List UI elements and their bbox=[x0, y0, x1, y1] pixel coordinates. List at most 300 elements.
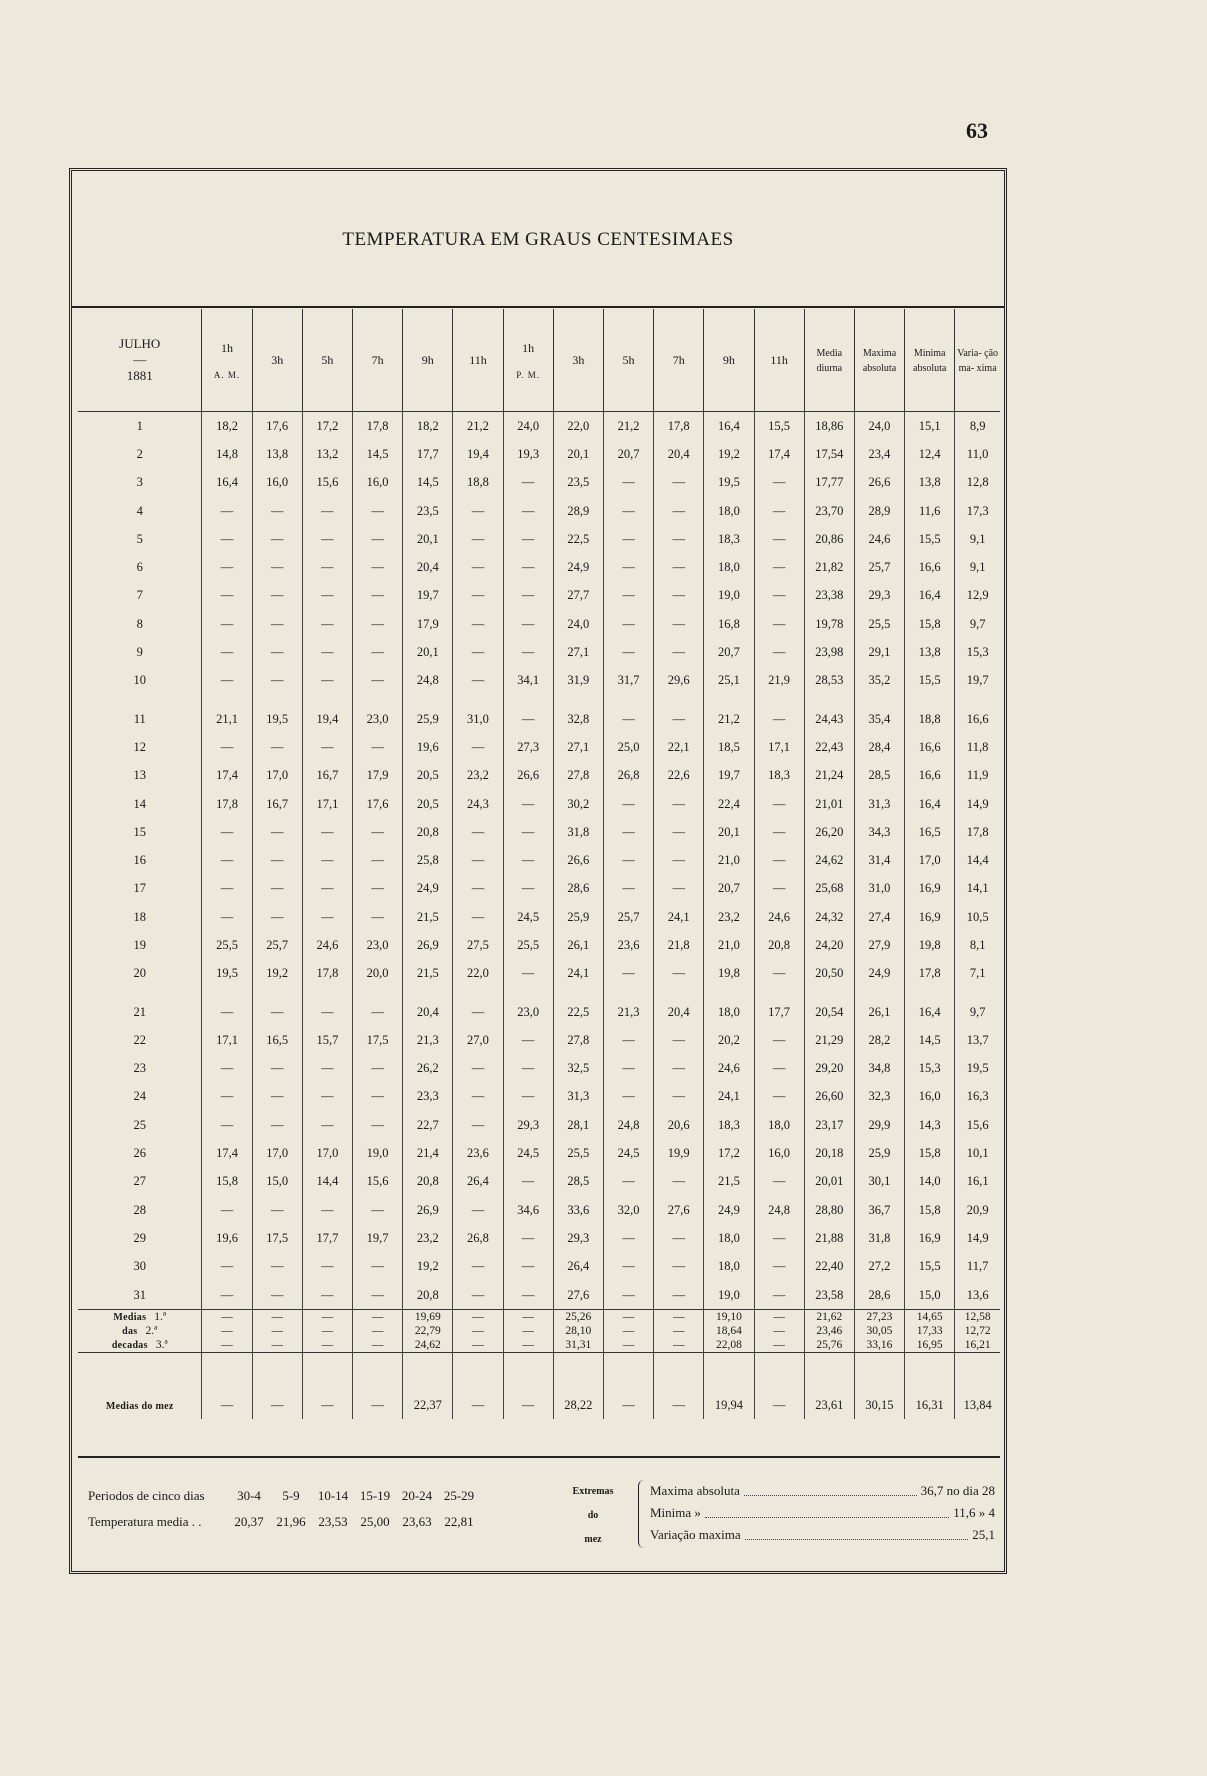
value-cell: 22,7 bbox=[403, 1111, 453, 1139]
value-cell: — bbox=[654, 638, 704, 666]
value-cell: 23,98 bbox=[804, 638, 854, 666]
value-cell: 16,3 bbox=[955, 1083, 1000, 1111]
table-row bbox=[78, 931, 1000, 959]
value-cell: 20,1 bbox=[403, 525, 453, 553]
value-cell: 30,05 bbox=[854, 1324, 904, 1338]
value-cell: 24,9 bbox=[854, 960, 904, 988]
value-cell: 28,9 bbox=[854, 497, 904, 525]
value-cell: 16,7 bbox=[302, 762, 352, 790]
value-cell: 26,6 bbox=[854, 469, 904, 497]
value-cell: 20,8 bbox=[754, 931, 804, 959]
table-row bbox=[78, 553, 1000, 581]
value-cell: 17,9 bbox=[353, 762, 403, 790]
variacao-maxima-header: Varia- ção ma- xima bbox=[955, 309, 1000, 412]
value-cell: 17,8 bbox=[353, 412, 403, 441]
value-cell: 34,3 bbox=[854, 818, 904, 846]
value-cell: — bbox=[202, 582, 252, 610]
value-cell: 20,7 bbox=[704, 875, 754, 903]
value-cell: 19,0 bbox=[353, 1139, 403, 1167]
value-cell: — bbox=[353, 875, 403, 903]
value-cell: 16,1 bbox=[955, 1168, 1000, 1196]
value-cell: 7,1 bbox=[955, 960, 1000, 988]
value-cell: — bbox=[603, 638, 653, 666]
value-cell: — bbox=[654, 525, 704, 553]
value-cell: — bbox=[603, 1338, 653, 1353]
value-cell: — bbox=[603, 553, 653, 581]
extremas-label: Extremas do mez bbox=[572, 1486, 614, 1545]
value-cell: 24,9 bbox=[553, 553, 603, 581]
value-cell: — bbox=[252, 1196, 302, 1224]
value-cell: — bbox=[754, 1338, 804, 1353]
value-cell: 21,1 bbox=[202, 695, 252, 733]
value-cell: — bbox=[302, 988, 352, 1026]
value-cell: 11,9 bbox=[955, 762, 1000, 790]
value-cell: 17,2 bbox=[302, 412, 352, 441]
value-cell: 24,8 bbox=[603, 1111, 653, 1139]
value-cell: 22,5 bbox=[553, 988, 603, 1026]
value-cell: 27,8 bbox=[553, 1026, 603, 1054]
value-cell: 26,4 bbox=[553, 1253, 603, 1281]
value-cell: 24,43 bbox=[804, 695, 854, 733]
table-row bbox=[78, 638, 1000, 666]
value-cell: 22,5 bbox=[553, 525, 603, 553]
value-cell: 24,0 bbox=[553, 610, 603, 638]
value-cell: 27,8 bbox=[553, 762, 603, 790]
value-cell: 35,4 bbox=[854, 695, 904, 733]
value-cell: 22,1 bbox=[654, 733, 704, 761]
value-cell: 17,8 bbox=[654, 412, 704, 441]
value-cell: — bbox=[202, 610, 252, 638]
value-cell: — bbox=[754, 1168, 804, 1196]
value-cell: 20,4 bbox=[403, 553, 453, 581]
value-cell: 28,80 bbox=[804, 1196, 854, 1224]
value-cell: — bbox=[252, 988, 302, 1026]
value-cell: 19,8 bbox=[905, 931, 955, 959]
hour-header bbox=[553, 309, 603, 412]
table-row bbox=[78, 875, 1000, 903]
value-cell: 23,58 bbox=[804, 1281, 854, 1310]
value-cell: 16,95 bbox=[905, 1338, 955, 1353]
value-cell: 16,31 bbox=[905, 1353, 955, 1420]
value-cell: 33,16 bbox=[854, 1338, 904, 1353]
value-cell: 26,20 bbox=[804, 818, 854, 846]
value-cell: 35,2 bbox=[854, 667, 904, 695]
day-cell: 4 bbox=[136, 503, 143, 518]
day-cell: 5 bbox=[136, 531, 143, 546]
day-cell: 17 bbox=[133, 881, 146, 896]
table-frame bbox=[69, 168, 1007, 1574]
value-cell: — bbox=[654, 846, 704, 874]
value-cell: — bbox=[754, 553, 804, 581]
value-cell: 15,5 bbox=[905, 525, 955, 553]
value-cell: 28,4 bbox=[854, 733, 904, 761]
value-cell: 23,2 bbox=[453, 762, 503, 790]
value-cell: — bbox=[453, 553, 503, 581]
value-cell: — bbox=[252, 733, 302, 761]
value-cell: — bbox=[503, 1253, 553, 1281]
value-cell: — bbox=[654, 1083, 704, 1111]
value-cell: — bbox=[252, 1111, 302, 1139]
value-cell: — bbox=[603, 790, 653, 818]
value-cell: 22,79 bbox=[403, 1324, 453, 1338]
value-cell: 20,50 bbox=[804, 960, 854, 988]
value-cell: 29,3 bbox=[854, 582, 904, 610]
value-cell: — bbox=[202, 525, 252, 553]
value-cell: 17,8 bbox=[955, 818, 1000, 846]
value-cell: 23,5 bbox=[553, 469, 603, 497]
value-cell: 25,5 bbox=[553, 1139, 603, 1167]
value-cell: 24,8 bbox=[754, 1196, 804, 1224]
value-cell: — bbox=[202, 497, 252, 525]
value-cell: 17,9 bbox=[403, 610, 453, 638]
decade-number: 3.ª bbox=[155, 1339, 168, 1352]
temp-value: 23,53 bbox=[318, 1514, 348, 1529]
value-cell: — bbox=[252, 1310, 302, 1325]
value-cell: 16,5 bbox=[252, 1026, 302, 1054]
day-cell: 13 bbox=[133, 768, 146, 783]
value-cell: 17,7 bbox=[754, 988, 804, 1026]
value-cell: — bbox=[503, 1310, 553, 1325]
value-cell: — bbox=[353, 1281, 403, 1310]
value-cell: 16,21 bbox=[955, 1338, 1000, 1353]
value-cell: — bbox=[302, 1353, 352, 1420]
value-cell: 16,9 bbox=[905, 903, 955, 931]
table-row bbox=[78, 525, 1000, 553]
value-cell: — bbox=[302, 610, 352, 638]
day-cell: 18 bbox=[133, 909, 146, 924]
year-label: 1881 bbox=[126, 368, 153, 383]
value-cell: — bbox=[252, 553, 302, 581]
value-cell: — bbox=[353, 638, 403, 666]
value-cell: 15,3 bbox=[905, 1055, 955, 1083]
value-cell: 21,8 bbox=[654, 931, 704, 959]
value-cell: — bbox=[302, 1111, 352, 1139]
value-cell: — bbox=[503, 1353, 553, 1420]
value-cell: — bbox=[754, 1055, 804, 1083]
value-cell: 21,29 bbox=[804, 1026, 854, 1054]
value-cell: 31,8 bbox=[854, 1224, 904, 1252]
hour-label: 7h bbox=[672, 352, 685, 367]
value-cell: — bbox=[252, 875, 302, 903]
day-cell: 22 bbox=[133, 1032, 146, 1047]
hour-header bbox=[453, 309, 503, 412]
value-cell: 23,5 bbox=[403, 497, 453, 525]
value-cell: 28,2 bbox=[854, 1026, 904, 1054]
value-cell: — bbox=[754, 695, 804, 733]
day-cell: 11 bbox=[133, 711, 146, 726]
value-cell: 32,0 bbox=[603, 1196, 653, 1224]
value-cell: — bbox=[503, 469, 553, 497]
value-cell: 21,3 bbox=[403, 1026, 453, 1054]
value-cell: 31,3 bbox=[553, 1083, 603, 1111]
day-cell: 21 bbox=[133, 1004, 146, 1019]
value-cell: — bbox=[353, 553, 403, 581]
value-cell: 27,1 bbox=[553, 733, 603, 761]
value-cell: — bbox=[654, 960, 704, 988]
value-cell: 17,6 bbox=[353, 790, 403, 818]
value-cell: 14,0 bbox=[905, 1168, 955, 1196]
value-cell: 18,0 bbox=[704, 1253, 754, 1281]
value-cell: 17,3 bbox=[955, 497, 1000, 525]
value-cell: — bbox=[202, 875, 252, 903]
value-cell: — bbox=[302, 1253, 352, 1281]
value-cell: 16,4 bbox=[905, 790, 955, 818]
value-cell: 31,3 bbox=[854, 790, 904, 818]
table-row bbox=[78, 497, 1000, 525]
value-cell: 13,8 bbox=[905, 469, 955, 497]
value-cell: 18,0 bbox=[704, 553, 754, 581]
value-cell: 32,3 bbox=[854, 1083, 904, 1111]
value-cell: 17,0 bbox=[905, 846, 955, 874]
value-cell: 16,9 bbox=[905, 875, 955, 903]
value-cell: 19,9 bbox=[654, 1139, 704, 1167]
period-value: 30-4 bbox=[237, 1488, 261, 1503]
maxima-absoluta-header: Maxima absoluta bbox=[854, 309, 904, 412]
day-cell: 8 bbox=[136, 616, 143, 631]
value-cell: 19,7 bbox=[955, 667, 1000, 695]
value-cell: — bbox=[353, 733, 403, 761]
value-cell: 17,33 bbox=[905, 1324, 955, 1338]
value-cell: 19,2 bbox=[252, 960, 302, 988]
value-cell: — bbox=[654, 790, 704, 818]
value-cell: 25,68 bbox=[804, 875, 854, 903]
value-cell: 24,6 bbox=[754, 903, 804, 931]
value-cell: — bbox=[503, 695, 553, 733]
value-cell: 26,1 bbox=[854, 988, 904, 1026]
value-cell: 31,31 bbox=[553, 1338, 603, 1353]
value-cell: 20,8 bbox=[403, 1168, 453, 1196]
value-cell: 17,54 bbox=[804, 440, 854, 468]
table-row bbox=[78, 1139, 1000, 1167]
value-cell: 21,2 bbox=[453, 412, 503, 441]
periods-label: Periodos de cinco dias bbox=[88, 1488, 205, 1503]
value-cell: — bbox=[202, 988, 252, 1026]
value-cell: 16,4 bbox=[704, 412, 754, 441]
hour-label: 9h bbox=[722, 352, 735, 367]
value-cell: — bbox=[603, 525, 653, 553]
value-cell: — bbox=[252, 818, 302, 846]
value-cell: — bbox=[453, 497, 503, 525]
value-cell: 13,84 bbox=[955, 1353, 1000, 1420]
value-cell: 26,8 bbox=[453, 1224, 503, 1252]
value-cell: — bbox=[654, 875, 704, 903]
value-cell: — bbox=[603, 846, 653, 874]
value-cell: — bbox=[603, 582, 653, 610]
value-cell: — bbox=[654, 695, 704, 733]
value-cell: — bbox=[252, 1353, 302, 1420]
value-cell: 12,9 bbox=[955, 582, 1000, 610]
value-cell: — bbox=[202, 638, 252, 666]
hour-header bbox=[252, 309, 302, 412]
value-cell: 10,1 bbox=[955, 1139, 1000, 1167]
header-row bbox=[78, 309, 1000, 412]
value-cell: 21,88 bbox=[804, 1224, 854, 1252]
value-cell: — bbox=[453, 1324, 503, 1338]
value-cell: 25,5 bbox=[202, 931, 252, 959]
value-cell: — bbox=[353, 1111, 403, 1139]
temp-media-values bbox=[228, 1514, 480, 1530]
day-cell: 10 bbox=[133, 673, 146, 688]
value-cell: 17,8 bbox=[302, 960, 352, 988]
value-cell: 16,6 bbox=[955, 695, 1000, 733]
value-cell: — bbox=[353, 525, 403, 553]
value-cell: 23,17 bbox=[804, 1111, 854, 1139]
value-cell: 32,5 bbox=[553, 1055, 603, 1083]
month-mean-row bbox=[78, 1353, 1000, 1420]
value-cell: — bbox=[202, 667, 252, 695]
value-cell: 16,7 bbox=[252, 790, 302, 818]
value-cell: 33,6 bbox=[553, 1196, 603, 1224]
value-cell: — bbox=[654, 1026, 704, 1054]
value-cell: 27,4 bbox=[854, 903, 904, 931]
value-cell: 17,4 bbox=[202, 1139, 252, 1167]
value-cell: 24,8 bbox=[403, 667, 453, 695]
value-cell: — bbox=[503, 1281, 553, 1310]
value-cell: — bbox=[353, 610, 403, 638]
value-cell: 22,4 bbox=[704, 790, 754, 818]
temp-value: 20,37 bbox=[234, 1514, 264, 1529]
value-cell: — bbox=[453, 903, 503, 931]
value-cell: 14,5 bbox=[353, 440, 403, 468]
value-cell: — bbox=[503, 818, 553, 846]
value-cell: — bbox=[603, 1083, 653, 1111]
table-row bbox=[78, 1111, 1000, 1139]
value-cell: 23,3 bbox=[403, 1083, 453, 1111]
hour-label: 3h bbox=[271, 352, 284, 367]
value-cell: 16,0 bbox=[905, 1083, 955, 1111]
value-cell: 36,7 bbox=[854, 1196, 904, 1224]
value-cell: 12,4 bbox=[905, 440, 955, 468]
value-cell: 15,0 bbox=[252, 1168, 302, 1196]
value-cell: — bbox=[252, 1253, 302, 1281]
value-cell: — bbox=[302, 582, 352, 610]
value-cell: 15,8 bbox=[202, 1168, 252, 1196]
temp-value: 21,96 bbox=[276, 1514, 306, 1529]
day-cell: 31 bbox=[133, 1287, 146, 1302]
value-cell: — bbox=[503, 1324, 553, 1338]
value-cell: 26,4 bbox=[453, 1168, 503, 1196]
value-cell: 26,60 bbox=[804, 1083, 854, 1111]
value-cell: — bbox=[252, 846, 302, 874]
value-cell: 24,9 bbox=[704, 1196, 754, 1224]
decade-means-label: Medias bbox=[113, 1312, 147, 1324]
value-cell: — bbox=[202, 1196, 252, 1224]
value-cell: 17,0 bbox=[252, 762, 302, 790]
value-cell: 19,94 bbox=[704, 1353, 754, 1420]
value-cell: 31,9 bbox=[553, 667, 603, 695]
day-cell: 29 bbox=[133, 1230, 146, 1245]
day-cell: 1 bbox=[136, 418, 143, 433]
value-cell: — bbox=[754, 1310, 804, 1325]
day-cell: 2 bbox=[136, 446, 143, 461]
hour-header bbox=[503, 309, 553, 412]
periods-values bbox=[228, 1488, 480, 1504]
value-cell: — bbox=[654, 469, 704, 497]
minima-absoluta-header: Minima absoluta bbox=[905, 309, 955, 412]
hour-label: 5h bbox=[321, 352, 334, 367]
value-cell: — bbox=[202, 733, 252, 761]
table-row bbox=[78, 903, 1000, 931]
value-cell: 14,3 bbox=[905, 1111, 955, 1139]
value-cell: 21,0 bbox=[704, 846, 754, 874]
value-cell: — bbox=[754, 1026, 804, 1054]
value-cell: — bbox=[252, 638, 302, 666]
value-cell: 17,0 bbox=[302, 1139, 352, 1167]
hour-header bbox=[603, 309, 653, 412]
value-cell: 32,8 bbox=[553, 695, 603, 733]
value-cell: — bbox=[754, 610, 804, 638]
value-cell: — bbox=[353, 1196, 403, 1224]
value-cell: 15,8 bbox=[905, 610, 955, 638]
decade-label-cell bbox=[78, 1310, 202, 1325]
value-cell: — bbox=[754, 790, 804, 818]
value-cell: 15,5 bbox=[754, 412, 804, 441]
value-cell: — bbox=[252, 1055, 302, 1083]
value-cell: — bbox=[603, 1224, 653, 1252]
value-cell: — bbox=[353, 1310, 403, 1325]
value-cell: 26,9 bbox=[403, 931, 453, 959]
temp-media-label: Temperatura media . . bbox=[88, 1514, 202, 1529]
value-cell: 16,4 bbox=[905, 988, 955, 1026]
value-cell: 19,4 bbox=[453, 440, 503, 468]
value-cell: — bbox=[302, 1324, 352, 1338]
value-cell: 34,1 bbox=[503, 667, 553, 695]
value-cell: — bbox=[202, 1310, 252, 1325]
value-cell: 30,2 bbox=[553, 790, 603, 818]
value-cell: 12,58 bbox=[955, 1310, 1000, 1325]
day-cell: 26 bbox=[133, 1146, 146, 1161]
value-cell: — bbox=[353, 1324, 403, 1338]
value-cell: 15,3 bbox=[955, 638, 1000, 666]
table-row bbox=[78, 1281, 1000, 1310]
value-cell: 20,1 bbox=[704, 818, 754, 846]
value-cell: 26,6 bbox=[503, 762, 553, 790]
value-cell: 23,46 bbox=[804, 1324, 854, 1338]
value-cell: — bbox=[754, 469, 804, 497]
value-cell: 16,0 bbox=[252, 469, 302, 497]
value-cell: — bbox=[754, 960, 804, 988]
value-cell: 27,1 bbox=[553, 638, 603, 666]
value-cell: — bbox=[603, 875, 653, 903]
value-cell: 24,1 bbox=[654, 903, 704, 931]
value-cell: — bbox=[252, 582, 302, 610]
value-cell: — bbox=[503, 790, 553, 818]
hour-header bbox=[704, 309, 754, 412]
decade-means-label: decadas bbox=[111, 1340, 148, 1352]
value-cell: — bbox=[302, 846, 352, 874]
value-cell: 17,8 bbox=[905, 960, 955, 988]
value-cell: — bbox=[453, 1196, 503, 1224]
value-cell: 29,3 bbox=[503, 1111, 553, 1139]
hour-header bbox=[754, 309, 804, 412]
value-cell: — bbox=[754, 1324, 804, 1338]
value-cell: 18,2 bbox=[403, 412, 453, 441]
value-cell: 18,8 bbox=[453, 469, 503, 497]
media-diurna-header: Media diurna bbox=[804, 309, 854, 412]
value-cell: — bbox=[503, 1055, 553, 1083]
value-cell: 23,2 bbox=[403, 1224, 453, 1252]
value-cell: — bbox=[503, 525, 553, 553]
value-cell: — bbox=[603, 469, 653, 497]
value-cell: 17,4 bbox=[754, 440, 804, 468]
value-cell: — bbox=[754, 582, 804, 610]
value-cell: 27,0 bbox=[453, 1026, 503, 1054]
value-cell: 28,22 bbox=[553, 1353, 603, 1420]
value-cell: — bbox=[453, 875, 503, 903]
value-cell: — bbox=[353, 846, 403, 874]
day-cell: 15 bbox=[133, 824, 146, 839]
value-cell: 25,9 bbox=[553, 903, 603, 931]
